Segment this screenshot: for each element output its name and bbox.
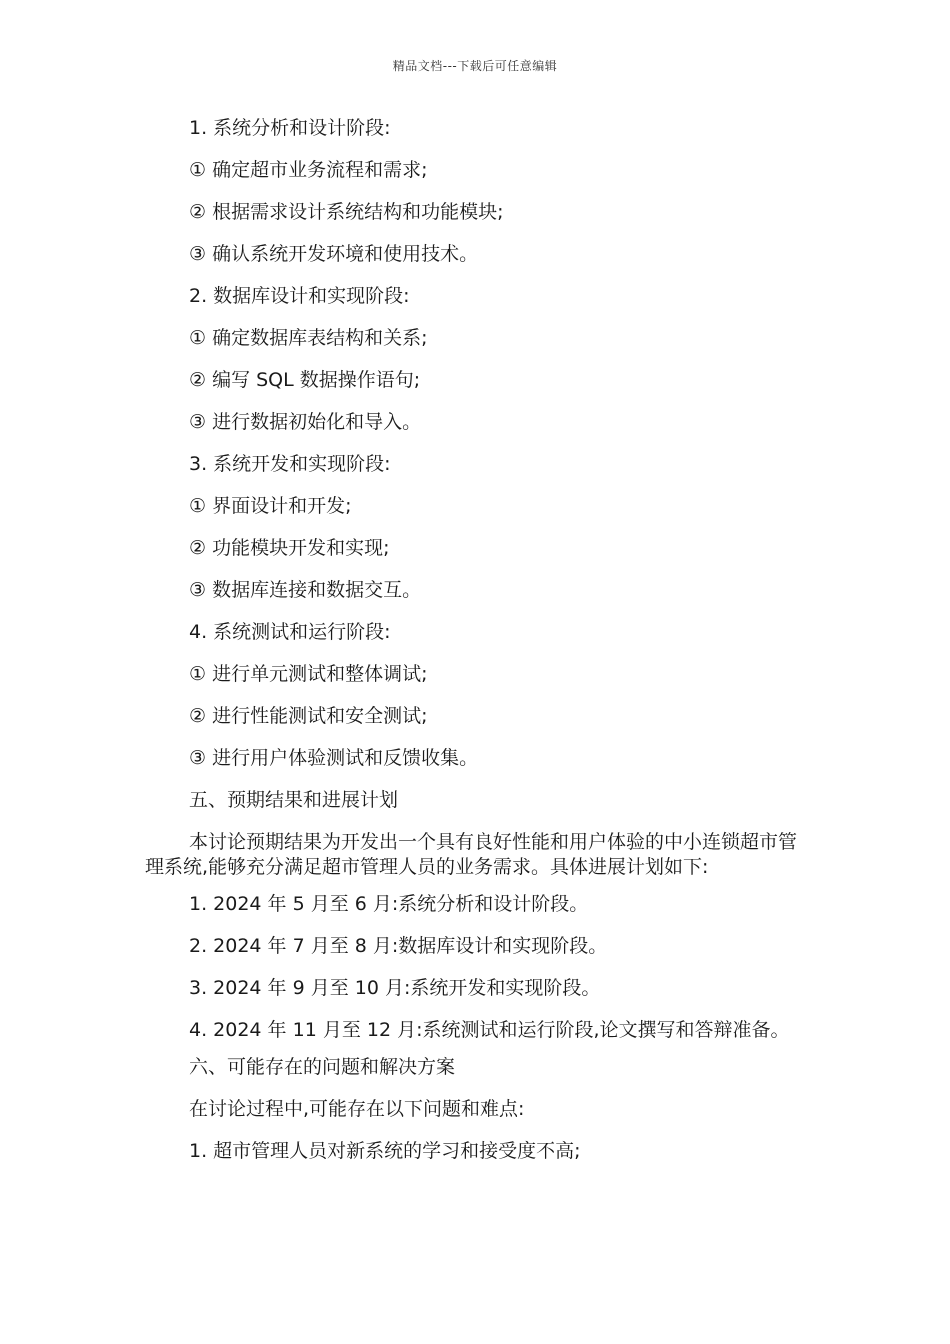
schedule-item: 3. 2024 年 9 月至 10 月:系统开发和实现阶段。 [189,977,601,999]
phase-2-heading: 2. 数据库设计和实现阶段: [189,285,410,307]
list-item: ② 进行性能测试和安全测试; [189,705,428,727]
list-item: ③ 进行数据初始化和导入。 [189,411,422,433]
list-item: ① 确定超市业务流程和需求; [189,159,428,181]
section-5-heading: 五、预期结果和进展计划 [189,789,399,811]
body-paragraph: 本讨论预期结果为开发出一个具有良好性能和用户体验的中小连锁超市管理系统,能够充分满足超市管理人员的业务需求。具体进展计划如下: [145,831,798,878]
list-item: ② 功能模块开发和实现; [189,537,390,559]
schedule-item: 2. 2024 年 7 月至 8 月:数据库设计和实现阶段。 [189,935,608,957]
list-item: ③ 进行用户体验测试和反馈收集。 [189,747,479,769]
list-item: ③ 确认系统开发环境和使用技术。 [189,243,479,265]
page-header: 精品文档---下载后可任意编辑 [392,59,558,73]
list-item: ① 界面设计和开发; [189,495,352,517]
list-item: ① 确定数据库表结构和关系; [189,327,428,349]
list-item: ① 进行单元测试和整体调试; [189,663,428,685]
phase-4-heading: 4. 系统测试和运行阶段: [189,621,391,643]
phase-1-heading: 1. 系统分析和设计阶段: [189,117,391,139]
schedule-item: 4. 2024 年 11 月至 12 月:系统测试和运行阶段,论文撰写和答辩准备。 [189,1019,790,1041]
phase-3-heading: 3. 系统开发和实现阶段: [189,453,391,475]
body-paragraph: 在讨论过程中,可能存在以下问题和难点: [189,1098,525,1120]
document-body [145,116,805,1181]
list-item: ② 编写 SQL 数据操作语句; [189,369,421,391]
schedule-item: 1. 2024 年 5 月至 6 月:系统分析和设计阶段。 [189,893,589,915]
list-item: ③ 数据库连接和数据交互。 [189,579,422,601]
section-6-heading: 六、可能存在的问题和解决方案 [189,1056,456,1078]
list-item: ② 根据需求设计系统结构和功能模块; [189,201,504,223]
list-item: 1. 超市管理人员对新系统的学习和接受度不高; [189,1140,581,1162]
